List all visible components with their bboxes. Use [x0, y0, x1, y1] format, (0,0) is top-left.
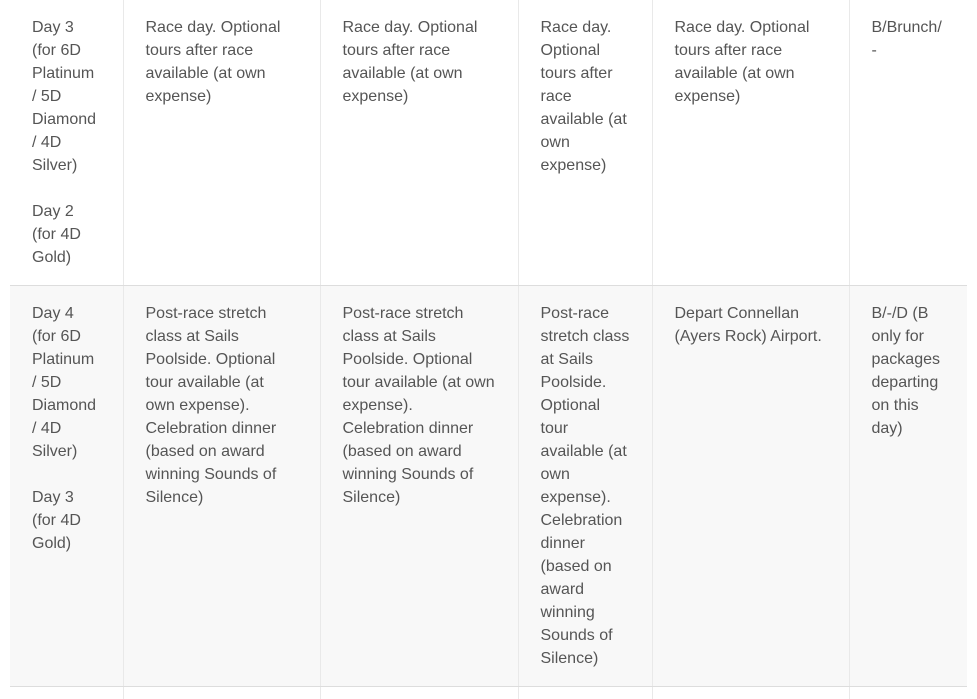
itinerary-cell: Race day. Optional tours after race available (at own expense) — [123, 0, 320, 286]
day-label-primary: Day 4 (for 6D Platinum / 5D Diamond / 4D Silver) — [32, 302, 101, 463]
itinerary-table — [10, 0, 967, 699]
itinerary-cell: Race day. Optional tours after race available (at own expense) — [518, 0, 652, 286]
itinerary-cell: Post-race stretch class at Sails Poolside. Optional tour available (at own expense). Celebration dinner (based on award winning Sounds of Silence) — [518, 286, 652, 687]
day-label-secondary: Day 2 (for 4D Gold) — [32, 200, 101, 269]
meals-cell: B/-/D (B only for packages departing on this day) — [849, 286, 967, 687]
day-cell — [10, 0, 123, 286]
itinerary-cell: Depart Connellan (Ayers Rock) Airport. — [652, 286, 849, 687]
itinerary-cell: Post-race stretch class at Sails Poolside. Optional tour available (at own expense). Celebration dinner (based on award winning Sounds of Silence) — [123, 286, 320, 687]
table-cell — [652, 687, 849, 699]
itinerary-cell: Post-race stretch class at Sails Poolside. Optional tour available (at own expense). Celebration dinner (based on award winning Sounds of Silence) — [320, 286, 518, 687]
table-cell — [320, 687, 518, 699]
table-cell — [10, 687, 123, 699]
itinerary-cell: Race day. Optional tours after race available (at own expense) — [320, 0, 518, 286]
day-label-secondary: Day 3 (for 4D Gold) — [32, 486, 101, 555]
table-cell — [849, 687, 967, 699]
table-row-partial — [10, 687, 967, 699]
table-row — [10, 286, 967, 687]
meals-cell: B/Brunch/- — [849, 0, 967, 286]
table-cell — [518, 687, 652, 699]
day-cell — [10, 286, 123, 687]
itinerary-cell: Race day. Optional tours after race available (at own expense) — [652, 0, 849, 286]
day-label-primary: Day 3 (for 6D Platinum / 5D Diamond / 4D Silver) — [32, 16, 101, 177]
table-row — [10, 0, 967, 286]
table-cell — [123, 687, 320, 699]
